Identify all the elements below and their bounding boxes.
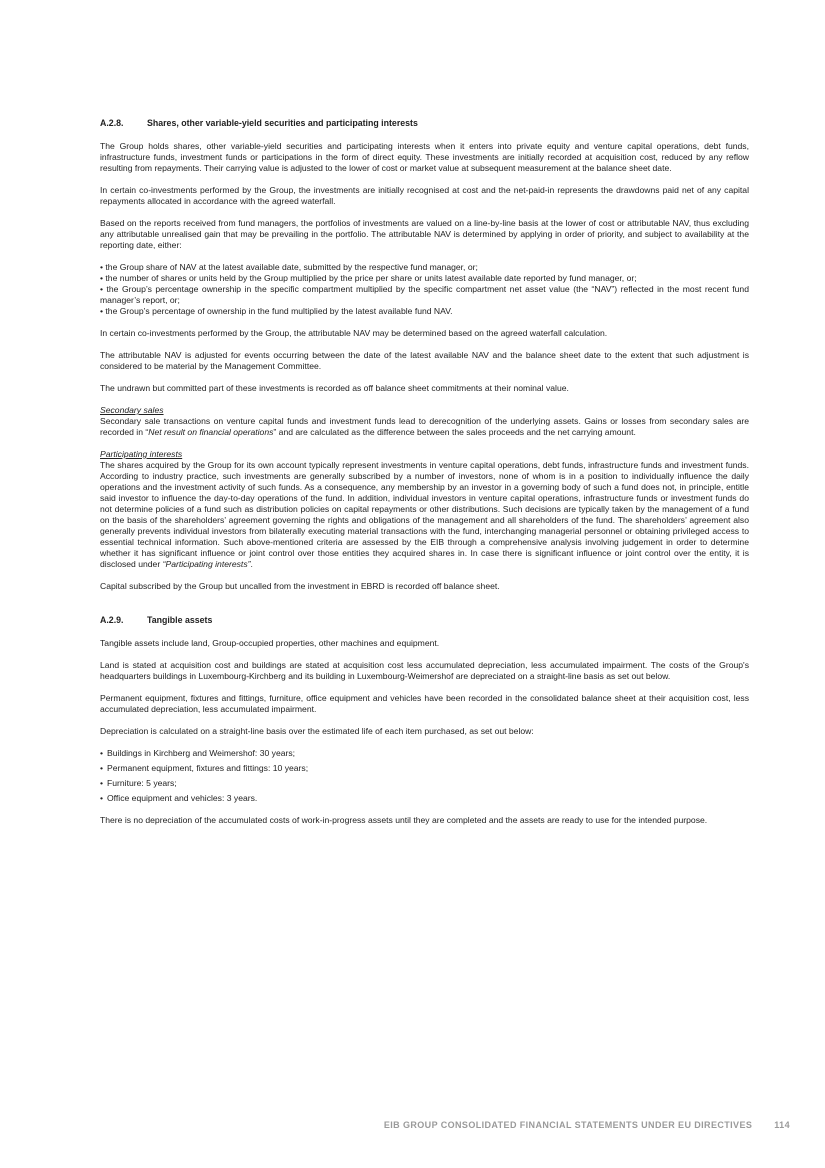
footer-title: EIB GROUP CONSOLIDATED FINANCIAL STATEMENTS UNDER EU DIRECTIVES	[383, 1120, 753, 1130]
list-item: • the number of shares or units held by the Group multiplied by the price per share or units latest available date reported by fund manager, or;	[100, 273, 749, 284]
section-title: Shares, other variable-yield securities and participating interests	[147, 118, 418, 128]
emphasis-text: “Participating interests”	[162, 559, 251, 569]
list-item: • the Group’s percentage of ownership in the fund multiplied by the latest available fund NAV.	[100, 306, 749, 317]
paragraph: Tangible assets include land, Group-occupied properties, other machines and equipment.	[100, 638, 440, 648]
text-run: .	[250, 559, 253, 569]
list-item: • Office equipment and vehicles: 3 years.	[100, 793, 749, 804]
depreciation-list	[100, 748, 749, 804]
section-number: A.2.9.	[100, 615, 124, 625]
text-run: The shares acquired by the Group for its own account typically represent investments in venture capital operations, debt funds, infrastructure funds and investment funds. According to industry practice, such investments are generally subscribed by a number of investors, none of whom is in a position to individually influence the daily operations and the investment activity of such funds. As a consequence, any membership by an investor in a governing body of such a fund does not, in principle, entitle said investor to influence the day-to-day operations of the fund. In addition, individual investors in venture capital operations, infrastructure funds or investment funds do not determine policies of a fund such as distribution policies on capital repayments or other distributions. Such decisions are typically taken by the management of a fund on the basis of the shareholders’ agreement governing the rights and obligations of the management and all shareholders of the fund. The shareholders’ agreement also generally prevents individual investors from bilaterally executing material transactions with the fund, interchanging managerial personnel or obtaining privileged access to essential technical information. Such above-mentioned criteria are assessed by the EIB through a comprehensive analysis involving judgement in order to determine whether it has significant influence or joint control over those entities they acquired shares in. In case there is significant influence or joint control over the entity, it is disclosed under	[100, 460, 749, 569]
list-item: • Buildings in Kirchberg and Weimershof: 30 years;	[100, 748, 749, 759]
section-spacer	[100, 603, 749, 615]
emphasis-text: Net result on financial operations	[148, 427, 274, 437]
participating-interests-block	[100, 449, 749, 570]
paragraph: Based on the reports received from fund managers, the portfolios of investments are valued on a line-by-line basis at the lower of cost or attributable NAV, thus excluding any attributable unrealised gain that may be prevailing in the portfolio. The attributable NAV is determined by applying in order of priority, and subject to availability at the reporting date, either:	[100, 218, 749, 250]
paragraph: The Group holds shares, other variable-yield securities and participating interests when it enters into private equity and venture capital operations, debt funds, infrastructure funds, investment funds or participations in the form of direct equity. These investments are initially recorded at acquisition cost, reduced by any reflow resulting from repayments. Their carrying value is adjusted to the lower of cost or market value at subsequent measurement at the balance sheet date.	[100, 141, 749, 173]
paragraph: The attributable NAV is adjusted for events occurring between the date of the latest available NAV and the balance sheet date to the extent that such adjustment is considered to be material by the Management Committee.	[100, 350, 749, 371]
page-number: 114	[774, 1120, 790, 1130]
text-run: Secondary sale transactions on venture capital funds and investment funds lead to derecognition of the underlying assets. Gains or losses from secondary sales are recorded in “	[100, 416, 749, 437]
paragraph: In certain co-investments performed by the Group, the investments are initially recognised at cost and the net-paid-in represents the drawdowns paid net of any capital repayments allocated in accordance with the agreed waterfall.	[100, 185, 749, 206]
page-footer	[0, 1120, 790, 1130]
list-item: • Permanent equipment, fixtures and fittings: 10 years;	[100, 763, 749, 774]
secondary-sales-block	[100, 405, 749, 438]
list-item: • the Group’s percentage ownership in the specific compartment multiplied by the specific compartment net asset value (the “NAV”) reflected in the most recent fund manager’s report, or;	[100, 284, 749, 306]
paragraph: Capital subscribed by the Group but uncalled from the investment in EBRD is recorded off balance sheet.	[100, 581, 500, 591]
section-number: A.2.8.	[100, 118, 124, 128]
subheading-secondary-sales: Secondary sales	[100, 405, 164, 415]
paragraph: There is no depreciation of the accumulated costs of work-in-progress assets until they are completed and the assets are ready to use for the intended purpose.	[100, 815, 708, 825]
text-run: ” and are calculated as the difference between the sales proceeds and the net carrying amount.	[273, 427, 636, 437]
section-heading-shares	[100, 118, 749, 129]
section-title: Tangible assets	[147, 615, 213, 625]
list-item: • the Group share of NAV at the latest available date, submitted by the respective fund manager, or;	[100, 262, 749, 273]
page-content	[100, 118, 749, 837]
section-heading-tangible-assets	[100, 615, 749, 626]
list-item: • Furniture: 5 years;	[100, 778, 749, 789]
nav-priority-list	[100, 262, 749, 317]
paragraph: Land is stated at acquisition cost and buildings are stated at acquisition cost less accumulated depreciation, less accumulated impairment. The costs of the Group's headquarters buildings in Luxembourg-Kirchberg and its building in Luxembourg-Weimershof are depreciated on a straight-line basis as set out below.	[100, 660, 749, 681]
paragraph: Permanent equipment, fixtures and fittings, furniture, office equipment and vehicles have been recorded in the consolidated balance sheet at their acquisition cost, less accumulated depreciation, less accumulated impairment.	[100, 693, 749, 714]
paragraph: In certain co-investments performed by the Group, the attributable NAV may be determined based on the agreed waterfall calculation.	[100, 328, 608, 338]
subheading-participating-interests: Participating interests	[100, 449, 183, 459]
paragraph: The undrawn but committed part of these investments is recorded as off balance sheet commitments at their nominal value.	[100, 383, 569, 393]
paragraph: Depreciation is calculated on a straight-line basis over the estimated life of each item purchased, as set out below:	[100, 726, 534, 736]
